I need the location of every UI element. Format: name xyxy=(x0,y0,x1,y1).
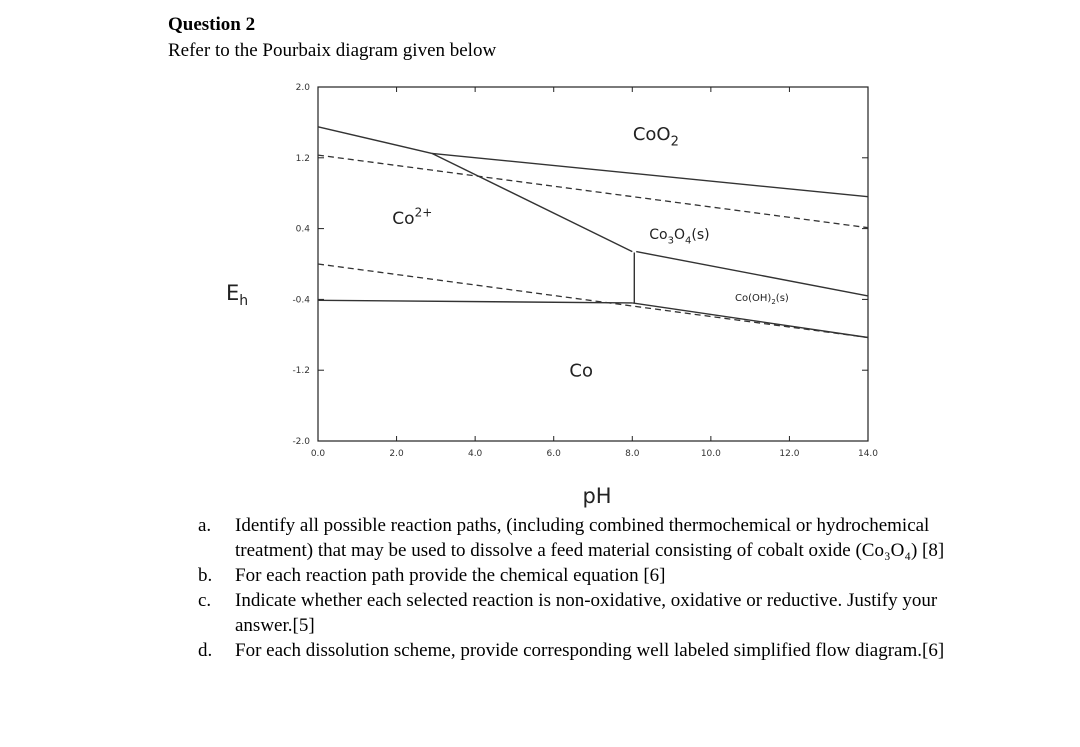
boundary-line xyxy=(318,300,632,303)
question-marker: c. xyxy=(198,590,212,611)
boundary-line xyxy=(432,153,868,196)
question-text: Identify all possible reaction paths, (including combined thermochemical or hydrochemical treatment) that may be used to dissolve a feed material consisting of cobalt oxide (Co₃O₄) [8] xyxy=(235,515,945,561)
region-label: CoO$_2$ xyxy=(632,124,679,150)
x-tick-label: 8.0 xyxy=(625,449,640,459)
x-tick-label: 12.0 xyxy=(779,449,800,459)
boundary-line xyxy=(632,303,868,338)
x-tick-label: 0.0 xyxy=(310,449,326,459)
question-text: For each dissolution scheme, provide corresponding well labeled simplified flow diagram.[6] xyxy=(235,640,945,661)
question-item xyxy=(198,563,998,588)
boundary-line xyxy=(636,252,868,296)
x-tick-label: 14.0 xyxy=(857,449,879,459)
question-marker: d. xyxy=(198,640,213,661)
question-intro: Refer to the Pourbaix diagram given below xyxy=(168,40,497,61)
x-tick-label: 2.0 xyxy=(389,449,404,459)
y-tick-label: -2.0 xyxy=(292,437,310,447)
region-label: $Co_3O_4(s)$ xyxy=(649,227,710,247)
region-label: $Co(OH)_2(s)$ xyxy=(735,293,789,307)
y-tick-label: 1.2 xyxy=(295,153,310,164)
x-axis-label: pH xyxy=(582,484,612,508)
question-marker: a. xyxy=(198,515,212,536)
boundary-line xyxy=(432,153,632,251)
x-axis-ticks xyxy=(311,87,878,459)
question-item xyxy=(198,588,998,638)
question-title: Question 2 xyxy=(168,14,256,35)
x-tick-label: 6.0 xyxy=(546,449,561,459)
question-item xyxy=(198,638,998,663)
y-axis-label: $E_h$ xyxy=(226,281,249,309)
x-tick-label: 10.0 xyxy=(700,449,721,459)
y-tick-label: -0.4 xyxy=(292,295,310,306)
question-item xyxy=(198,513,998,563)
boundary-line xyxy=(318,127,432,154)
question-text: For each reaction path provide the chemical equation [6] xyxy=(235,565,666,586)
y-tick-label: -1.2 xyxy=(292,366,310,377)
plot-frame xyxy=(318,87,868,441)
y-tick-label: 2.0 xyxy=(295,83,310,93)
question-marker: b. xyxy=(198,565,213,586)
y-tick-label: 0.4 xyxy=(295,224,310,235)
phase-boundaries xyxy=(318,127,868,338)
y-axis-ticks xyxy=(292,83,868,447)
x-tick-label: 4.0 xyxy=(467,449,483,459)
region-label: Co xyxy=(569,360,594,382)
question-list xyxy=(198,513,998,663)
question-text: Indicate whether each selected reaction is non-oxidative, oxidative or reductive. Justify your answer.[5] xyxy=(235,590,938,636)
region-label: $Co^2+$ xyxy=(392,205,433,230)
